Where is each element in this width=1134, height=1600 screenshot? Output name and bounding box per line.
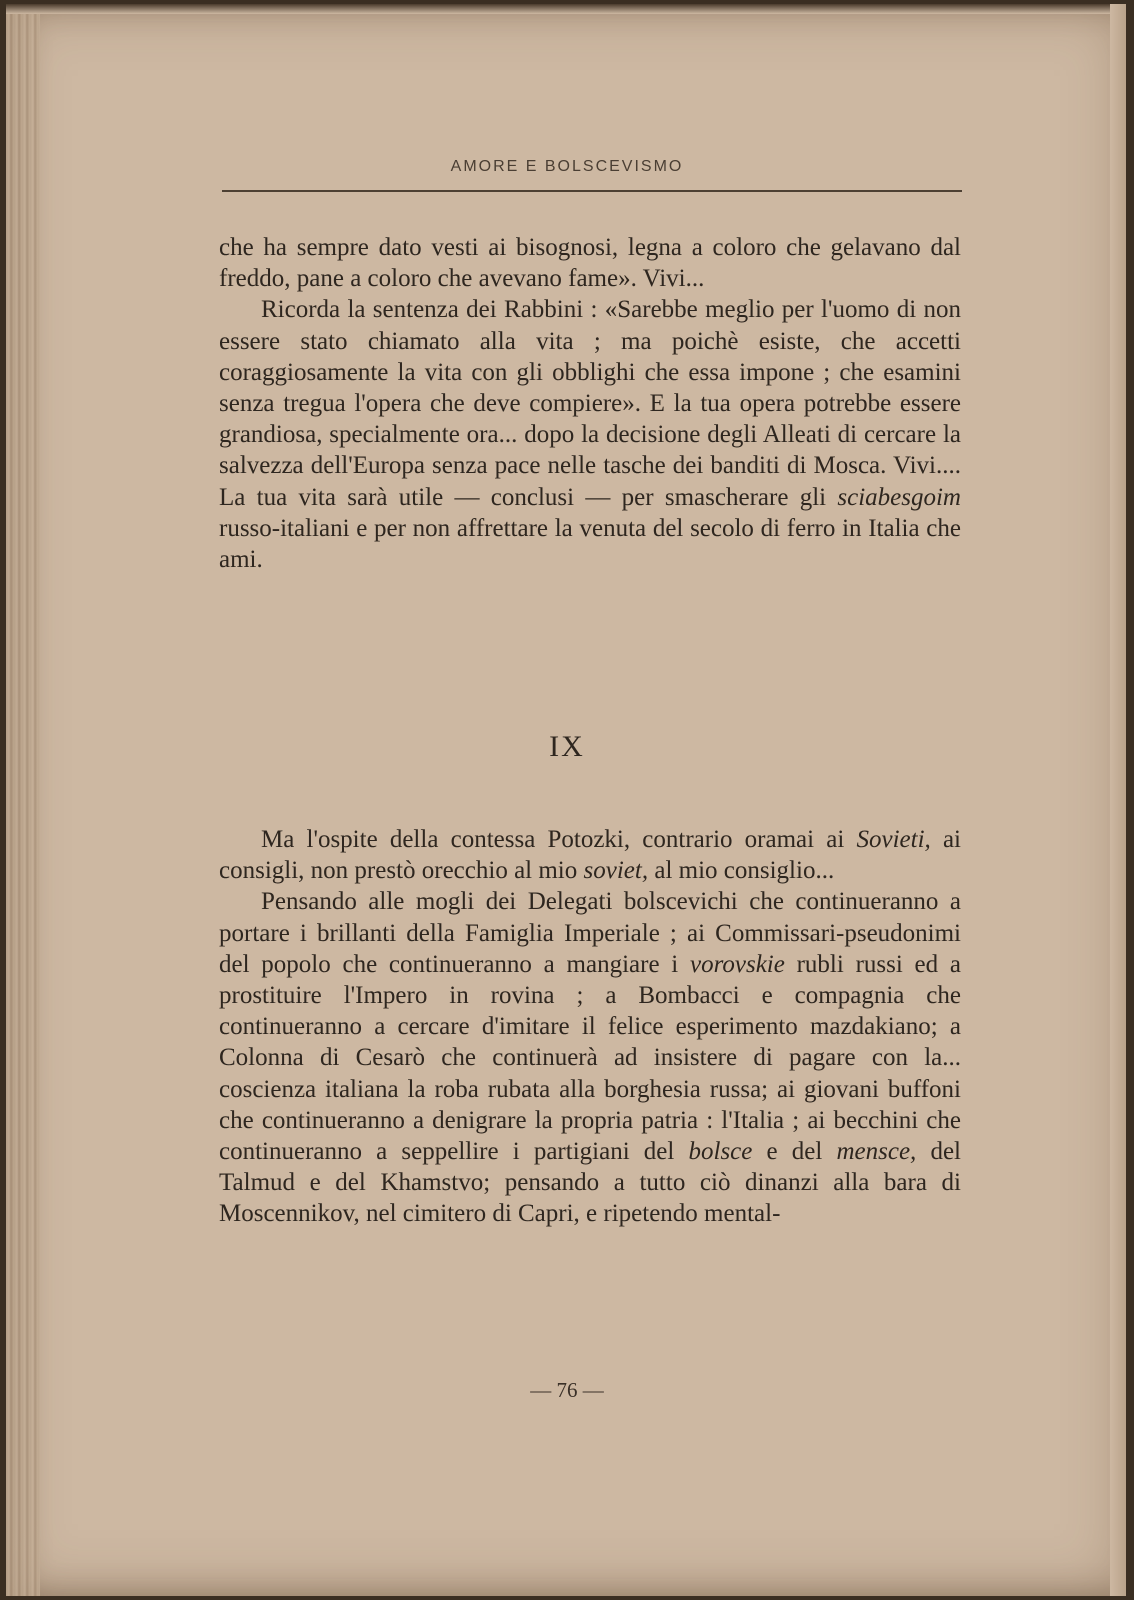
text-span: rubli russi ed a prostituire l'Impero in rovina ; a Bombacci e compagnia che continueranno a cercare d'imitare il felice esperimento mazdakiano; a Colonna di Cesarò che continuerà ad insistere di pagare con la... coscienza italiana la roba rubata alla borghesia russa; ai giovani buffoni che continueranno a denigrare la propria patria : l'Italia ; ai becchini che continueranno a seppellire i partigiani del: [219, 950, 961, 1166]
text-span: russo-italiani e per non affrettare la venuta del secolo di ferro in Italia che ami.: [219, 514, 961, 574]
italic-term: sciabesgoim: [837, 483, 961, 511]
page-number: — 76 —: [530, 1378, 604, 1402]
running-head: AMORE E BOLSCEVISMO: [450, 158, 684, 175]
header-rule: [222, 190, 962, 192]
page-top-edge: [6, 4, 1126, 14]
paragraph-pensando: [219, 886, 961, 1229]
paragraph-ospite: [219, 824, 961, 886]
text-span: Ricorda la sentenza dei Rabbini : «Sarebbe meglio per l'uomo di non essere stato chiamato alla vita ; ma poichè esiste, che accetti coraggiosamente la vita con gli obblighi che essa impone ; che esamini senza tregua l'opera che deve compiere». E la tua opera potrebbe essere grandiosa, specialmente ora... dopo la decisione degli Alleati di cercare la salvezza dell'Europa senza pace nelle tasche dei banditi di Mosca. Vivi.... La tua vita sarà utile — conclusi — per smascherare gli: [219, 296, 961, 511]
chapter-heading: IX: [549, 730, 585, 763]
italic-term: soviet,: [583, 857, 649, 885]
text-span: e del: [752, 1138, 837, 1166]
text-span: del Talmud e del Khamstvo; pensando a tutto ciò dinanzi alla bara di Moscennikov, nel cimitero di Capri, e ripetendo mental-: [219, 1138, 962, 1228]
text-span: Pensando alle mogli dei Delegati bolscevichi che continueranno a portare i brillanti della Famiglia Imperiale ; ai Commissari-pseudonimi del popolo che continueranno a mangiare i: [219, 888, 961, 978]
paragraph-continuation: che ha sempre dato vesti ai bisognosi, legna a coloro che gelavano dal freddo, pane a coloro che avevano fame». Vivi...: [219, 234, 961, 293]
text-block-lower: [219, 824, 961, 1230]
italic-term: Sovieti,: [856, 826, 931, 853]
italic-term: mensce,: [836, 1138, 917, 1166]
text-span: al mio consiglio...: [648, 857, 835, 885]
text-block-upper: [219, 232, 961, 575]
italic-term: bolsce: [688, 1138, 753, 1166]
paragraph-rabbini: [219, 294, 961, 575]
text-span: Ma l'ospite della contessa Potozki, contrario oramai ai: [261, 826, 857, 853]
text-span: ai consigli, non prestò orecchio al mio: [219, 826, 961, 885]
italic-term: vorovskie: [689, 950, 785, 978]
